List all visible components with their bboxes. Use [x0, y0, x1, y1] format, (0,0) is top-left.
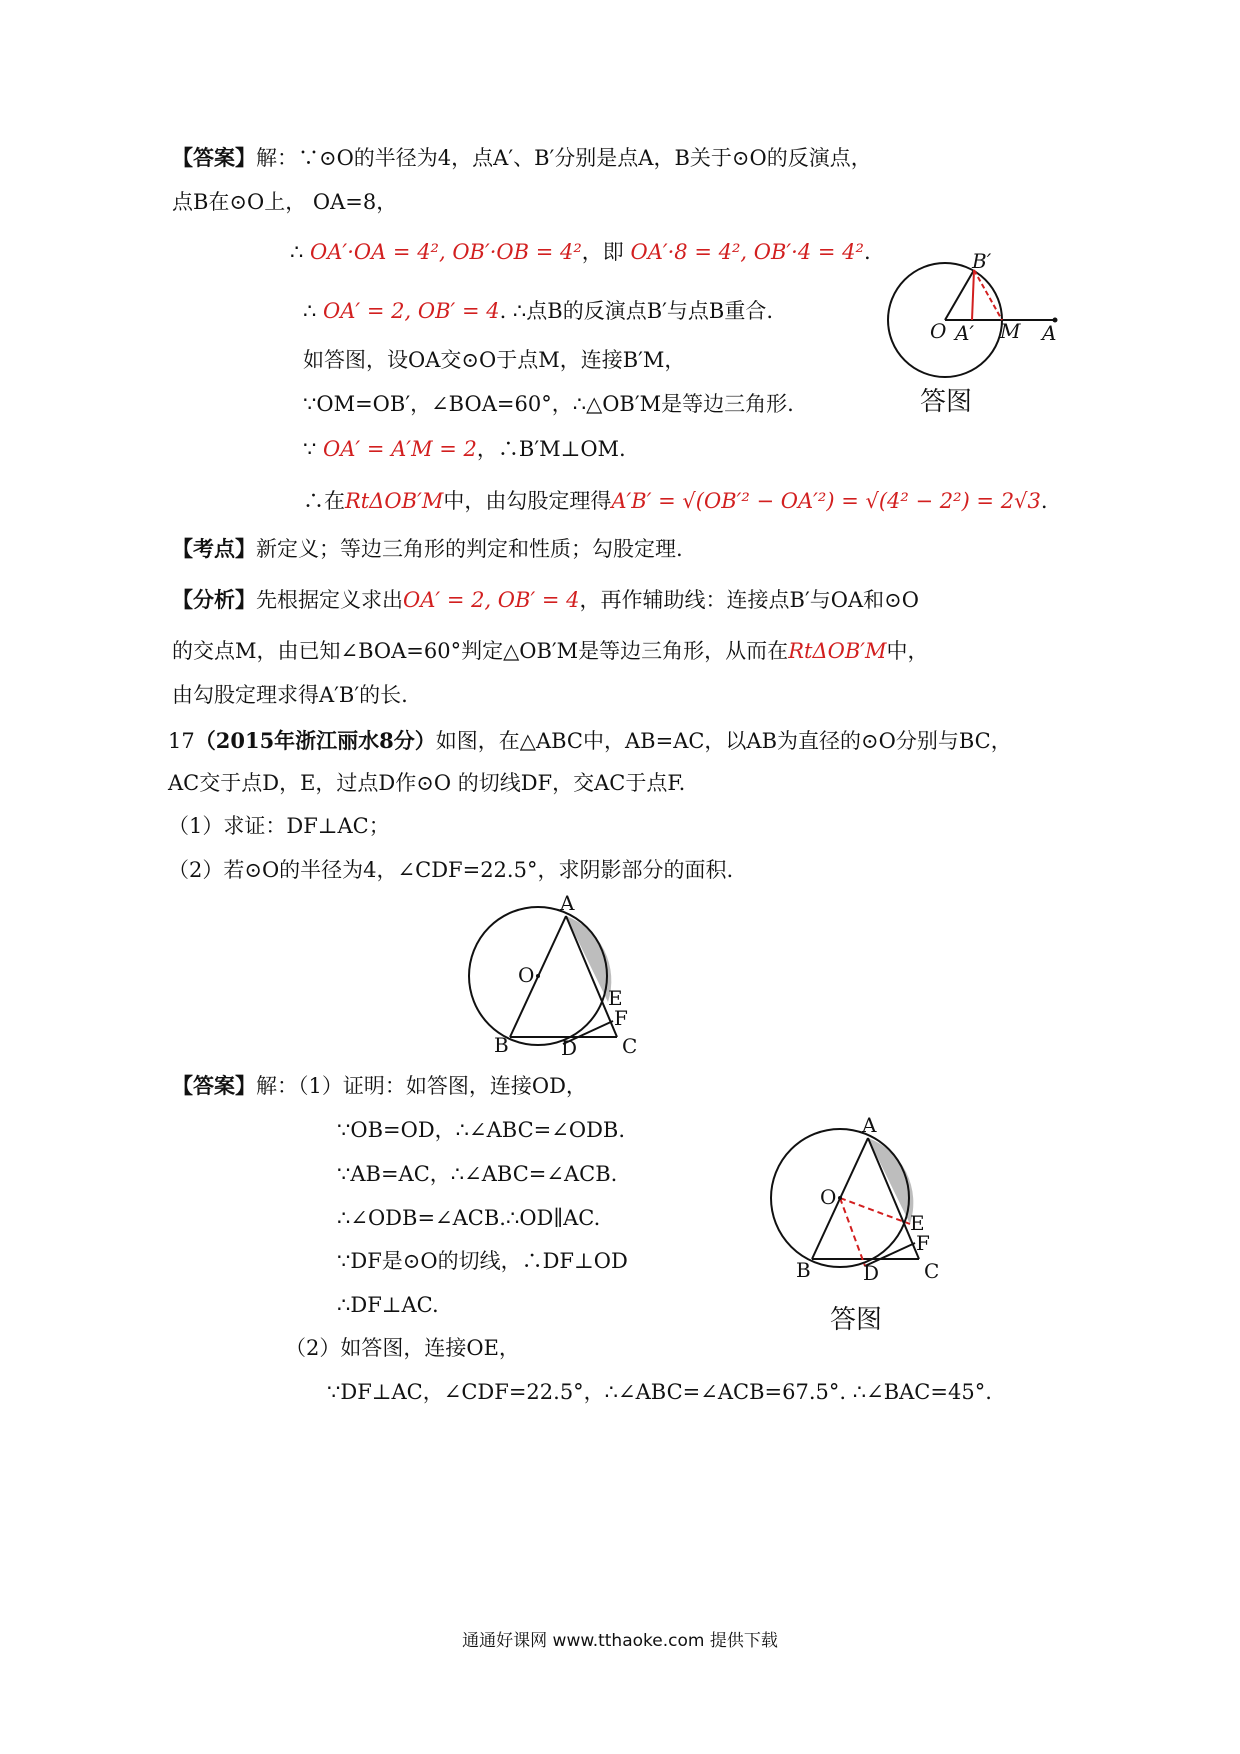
fenxi-text: ，再作辅助线：连接点B′与OA和⊙O — [579, 588, 919, 612]
problem-source: （2015年浙江丽水8分） — [194, 728, 436, 753]
answer-17-line-5: ∵DF是⊙O的切线，∴DF⊥OD — [337, 1249, 628, 1273]
figure-16 — [880, 250, 1080, 425]
answer-17-line-6: ∴DF⊥AC. — [337, 1293, 439, 1317]
label-O: O — [518, 963, 535, 987]
equation-4 — [303, 486, 1048, 516]
label-E: E — [910, 1211, 925, 1235]
problem-17-part-2: （2）若⊙O的半径为4，∠CDF=22.5°，求阴影部分的面积. — [168, 858, 734, 882]
answer-text: 解：∵⊙O的半径为4，点A′、B′分别是点A，B关于⊙O的反演点， — [256, 146, 872, 170]
equation-3 — [303, 434, 626, 464]
label-E: E — [608, 986, 623, 1010]
eq-red: OA′·8 = 4², OB′·4 = 4² — [630, 240, 864, 264]
kaodian-line — [172, 534, 683, 564]
answer-17-line-3: ∵AB=AC，∴∠ABC=∠ACB. — [337, 1162, 618, 1186]
eq-rest: . ∴点B的反演点B′与点B重合. — [499, 299, 774, 323]
label-O: O — [820, 1185, 837, 1209]
answer-17-line-4: ∴∠ODB=∠ACB.∴OD∥AC. — [337, 1206, 601, 1230]
label-F: F — [916, 1231, 930, 1255]
figure-17 — [462, 890, 652, 1060]
kaodian-text: 新定义；等边三角形的判定和性质；勾股定理. — [256, 537, 683, 561]
label-A: A — [1042, 321, 1057, 345]
answer-line-3: 如答图，设OA交⊙O于点M，连接B′M， — [303, 348, 686, 372]
label-D: D — [863, 1261, 880, 1285]
label-A-prime: A′ — [955, 321, 974, 345]
eq-red: OA′·OA = 4², OB′·OB = 4² — [310, 240, 582, 264]
answer-17-line-8: ∵DF⊥AC，∠CDF=22.5°，∴∠ABC=∠ACB=67.5°. ∴∠BAC=45°. — [327, 1380, 992, 1404]
answer-tag: 【答案】 — [172, 1073, 256, 1098]
fenxi-line-3: 由勾股定理求得A′B′的长. — [172, 683, 408, 707]
answer-line-1 — [172, 143, 872, 173]
label-F: F — [614, 1006, 628, 1030]
page-footer: 通通好课网 www.tthaoke.com 提供下载 — [462, 1631, 778, 1651]
problem-17-line-2: AC交于点D，E，过点D作⊙O 的切线DF，交AC于点F. — [168, 771, 686, 795]
fenxi-line-2 — [172, 636, 929, 666]
eq-prefix: ∴ — [290, 240, 311, 264]
answer-text: 解：（1）证明：如答图，连接OD， — [256, 1074, 587, 1098]
figure-16-svg — [880, 250, 1080, 425]
answer-17-line-2: ∵OB=OD，∴∠ABC=∠ODB. — [337, 1118, 626, 1142]
answer-tag: 【答案】 — [172, 145, 256, 170]
label-O: O — [930, 319, 947, 343]
label-C: C — [622, 1034, 638, 1058]
figure-caption: 答图 — [830, 1305, 883, 1335]
answer-line-2: 点B在⊙O上， OA=8， — [172, 190, 398, 214]
fenxi-text: 中， — [886, 639, 929, 663]
equation-1 — [290, 237, 871, 267]
figure-17-answer — [764, 1112, 954, 1342]
fenxi-line-1 — [172, 585, 919, 615]
label-A: A — [560, 891, 575, 915]
answer-line-4: ∵OM=OB′，∠BOA=60°，∴△OB′M是等边三角形. — [303, 392, 794, 416]
figure-17-answer-svg — [764, 1112, 954, 1342]
answer-17-line-7: （2）如答图，连接OE， — [285, 1336, 520, 1360]
fenxi-text: 的交点M，由已知∠BOA=60°判定△OB′M是等边三角形，从而在 — [172, 639, 789, 663]
figure-17-svg — [462, 890, 652, 1060]
kaodian-tag: 【考点】 — [172, 536, 256, 561]
label-B: B — [796, 1258, 811, 1282]
eq-red: OA′ = 2, OB′ = 4 — [323, 299, 500, 323]
eq-prefix: ∴ — [303, 299, 324, 323]
eq-mid: ，即 — [581, 240, 631, 264]
fenxi-tag: 【分析】 — [172, 587, 256, 612]
eq-red: RtΔOB′M — [345, 489, 444, 513]
eq-prefix: ∵ — [303, 437, 324, 461]
eq-rest: ，∴B′M⊥OM. — [476, 437, 626, 461]
problem-stem: 如图，在△ABC中，AB=AC，以AB为直径的⊙O分别与BC， — [435, 729, 1012, 753]
fenxi-red: OA′ = 2, OB′ = 4 — [403, 588, 580, 612]
equation-2 — [303, 296, 773, 326]
label-D: D — [561, 1036, 578, 1060]
eq-end: . — [863, 240, 871, 264]
label-A: A — [862, 1113, 877, 1137]
problem-number: 17 — [168, 729, 195, 753]
label-M: M — [1000, 319, 1021, 343]
eq-red: OA′ = A′M = 2 — [323, 437, 477, 461]
answer-17-line-1 — [172, 1071, 587, 1101]
eq-end: . — [1040, 489, 1048, 513]
label-B: B — [494, 1033, 509, 1057]
figure-caption: 答图 — [920, 387, 973, 417]
eq-prefix: ∴在 — [303, 489, 345, 513]
label-B-prime: B′ — [972, 250, 992, 273]
eq-mid: 中，由勾股定理得 — [443, 489, 612, 513]
eq-red: A′B′ = √(OB′² − OA′²) = √(4² − 2²) = 2√3 — [611, 489, 1041, 513]
problem-17-line-1 — [168, 726, 1012, 756]
problem-17-part-1: （1）求证：DF⊥AC； — [168, 814, 390, 838]
fenxi-text: 先根据定义求出 — [256, 588, 403, 612]
fenxi-red: RtΔOB′M — [788, 639, 887, 663]
label-C: C — [924, 1259, 940, 1283]
